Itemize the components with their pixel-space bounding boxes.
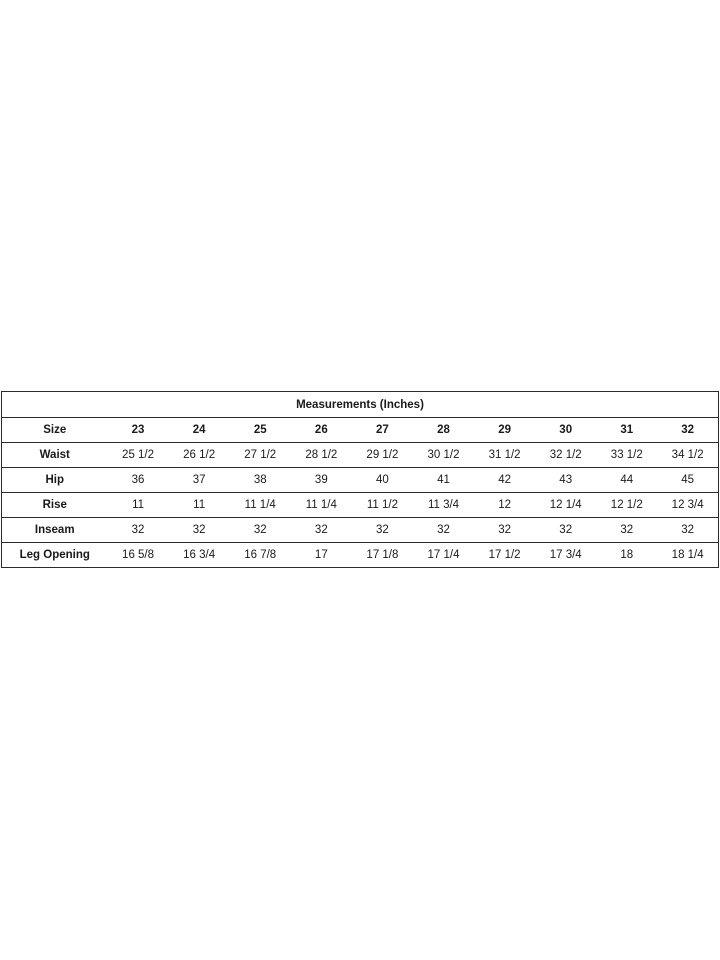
table-cell: 42 (474, 468, 535, 493)
table-cell: 11 1/4 (230, 493, 291, 518)
size-header-cell: 30 (535, 418, 596, 443)
size-header-label: Size (2, 418, 108, 443)
row-label: Inseam (2, 518, 108, 543)
table-cell: 36 (108, 468, 169, 493)
row-label: Hip (2, 468, 108, 493)
table-cell: 30 1/2 (413, 443, 474, 468)
table-cell: 39 (291, 468, 352, 493)
table-cell: 32 1/2 (535, 443, 596, 468)
table-cell: 11 1/4 (291, 493, 352, 518)
table-cell: 31 1/2 (474, 443, 535, 468)
table-cell: 34 1/2 (657, 443, 718, 468)
table-row-hip (2, 468, 719, 493)
table-cell: 11 3/4 (413, 493, 474, 518)
table-row-inseam (2, 518, 719, 543)
table-cell: 32 (230, 518, 291, 543)
table-cell: 45 (657, 468, 718, 493)
table-cell: 43 (535, 468, 596, 493)
table-cell: 32 (413, 518, 474, 543)
size-header-cell: 31 (596, 418, 657, 443)
table-cell: 32 (535, 518, 596, 543)
table-cell: 29 1/2 (352, 443, 413, 468)
row-label: Waist (2, 443, 108, 468)
table-cell: 32 (108, 518, 169, 543)
table-cell: 33 1/2 (596, 443, 657, 468)
row-label: Rise (2, 493, 108, 518)
table-cell: 32 (291, 518, 352, 543)
table-cell: 28 1/2 (291, 443, 352, 468)
table-cell: 41 (413, 468, 474, 493)
table-row-rise (2, 493, 719, 518)
table-cell: 44 (596, 468, 657, 493)
size-header-cell: 28 (413, 418, 474, 443)
size-header-row (2, 418, 719, 443)
table-cell: 11 (108, 493, 169, 518)
table-cell: 32 (352, 518, 413, 543)
table-cell: 12 (474, 493, 535, 518)
table-cell: 16 7/8 (244, 549, 277, 561)
table-cell: 37 (169, 468, 230, 493)
row-label: Leg Opening (19, 549, 90, 561)
table-title-row (2, 392, 719, 418)
table-cell: 27 1/2 (230, 443, 291, 468)
table-cell: 26 1/2 (169, 443, 230, 468)
table-cell: 12 1/2 (596, 493, 657, 518)
table-row-leg-opening (2, 543, 719, 568)
table-cell: 38 (230, 468, 291, 493)
size-header-cell: 27 (352, 418, 413, 443)
table-cell: 32 (657, 518, 718, 543)
table-cell: 40 (352, 468, 413, 493)
table-cell: 12 1/4 (535, 493, 596, 518)
table-cell: 18 1/4 (671, 549, 704, 561)
table-cell: 32 (474, 518, 535, 543)
table-row-waist (2, 443, 719, 468)
table-cell: 17 (314, 549, 328, 561)
size-chart-table (1, 391, 719, 568)
table-cell: 32 (596, 518, 657, 543)
table-cell: 11 1/2 (352, 493, 413, 518)
size-header-cell: 29 (474, 418, 535, 443)
table-cell: 18 (620, 549, 634, 561)
table-cell: 12 3/4 (657, 493, 718, 518)
table-cell: 25 1/2 (108, 443, 169, 468)
table-cell: 32 (169, 518, 230, 543)
table-cell: 17 1/2 (488, 549, 521, 561)
table-cell: 16 5/8 (122, 549, 155, 561)
table-cell: 11 (169, 493, 230, 518)
table-cell: 17 3/4 (549, 549, 582, 561)
size-header-cell: 32 (657, 418, 718, 443)
table-cell: 17 1/4 (427, 549, 460, 561)
table-title: Measurements (Inches) (2, 392, 719, 418)
table-cell: 17 1/8 (366, 549, 399, 561)
size-header-cell: 23 (108, 418, 169, 443)
size-header-cell: 24 (169, 418, 230, 443)
size-header-cell: 25 (230, 418, 291, 443)
size-header-cell: 26 (291, 418, 352, 443)
table-cell: 16 3/4 (183, 549, 216, 561)
